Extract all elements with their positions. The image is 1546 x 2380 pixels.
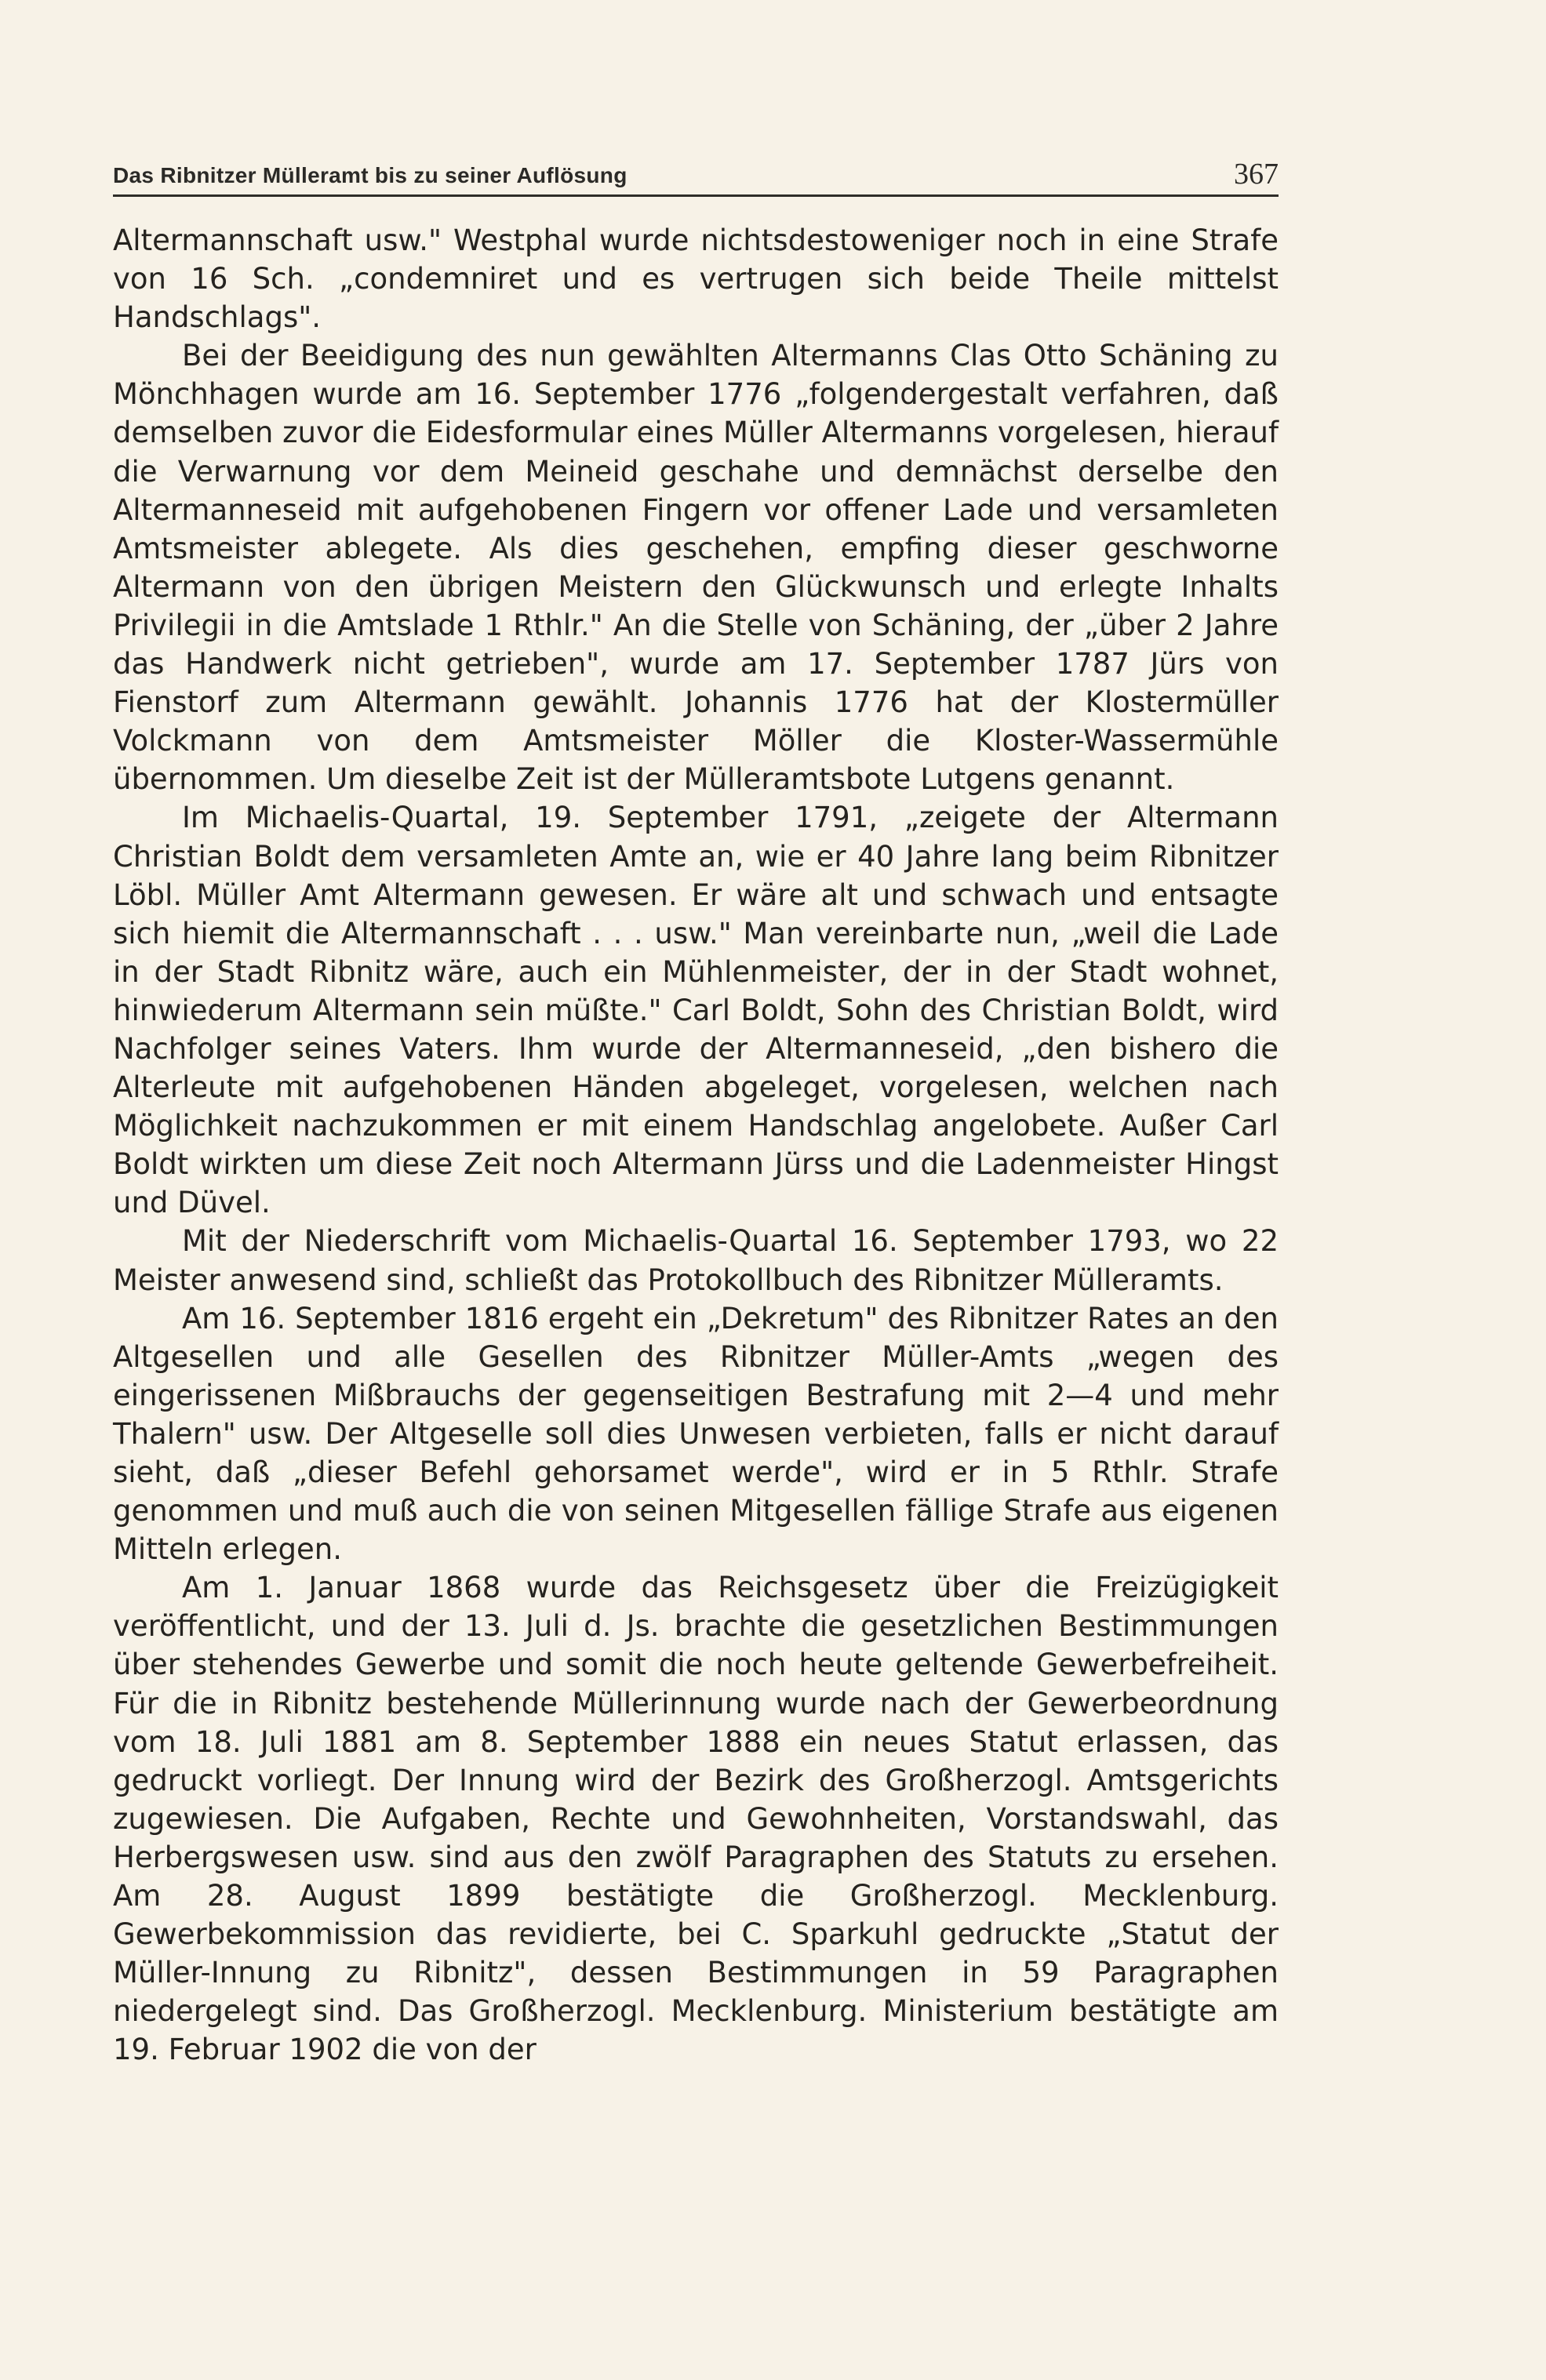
paragraph-2: Bei der Beeidigung des nun gewählten Altermanns Clas Otto Schäning zu Mönchhagen wurde am 16. September 1776 „folgendergestalt verfahren, daß demselben zuvor die Eidesformular eines Müller Altermanns vorgelesen, hierauf die Verwarnung vor dem Meineid geschahe und demnächst derselbe den Altermanneseid mit aufgehobenen Fingern vor offener Lade und versamleten Amtsmeister ablegete. Als dies geschehen, empfing dieser geschworne Altermann von den übrigen Meistern den Glückwunsch und erlegte Inhalts Privilegii in die Amtslade 1 Rthlr." An die Stelle von Schäning, der „über 2 Jahre das Handwerk nicht getrieben", wurde am 17. September 1787 Jürs von Fienstorf zum Altermann gewählt. Johannis 1776 hat der Klostermüller Volckmann von dem Amtsmeister Möller die Kloster-Wassermühle übernommen. Um dieselbe Zeit ist der Mülleramtsbote Lutgens genannt. [113, 339, 1279, 797]
running-header [113, 154, 1279, 193]
paragraph-5: Am 16. September 1816 ergeht ein „Dekretum" des Ribnitzer Rates an den Altgesellen und alle Gesellen des Ribnitzer Müller-Amts „wegen des eingerissenen Mißbrauchs der gegenseitigen Bestrafung mit 2—4 und mehr Thalern" usw. Der Altgeselle soll dies Unwesen verbieten, falls er nicht darauf sieht, daß „dieser Befehl gehorsamet werde", wird er in 5 Rthlr. Strafe genommen und muß auch die von seinen Mitgesellen fällige Strafe aus eigenen Mitteln erlegen. [113, 1301, 1279, 1567]
header-rule [113, 194, 1279, 197]
paragraph-3: Im Michaelis-Quartal, 19. September 1791, „zeigete der Altermann Christian Boldt dem versamleten Amte an, wie er 40 Jahre lang beim Ribnitzer Löbl. Müller Amt Altermann gewesen. Er wäre alt und schwach und entsagte sich hiemit die Altermannschaft . . . usw." Man vereinbarte nun, „weil die Lade in der Stadt Ribnitz wäre, auch ein Mühlenmeister, der in der Stadt wohnet, hinwiederum Altermann sein müßte." Carl Boldt, Sohn des Christian Boldt, wird Nachfolger seines Vaters. Ihm wurde der Altermanneseid, „den bishero die Alterleute mit aufgehobenen Händen abgeleget, vorgelesen, welchen nach Möglichkeit nachzukommen er mit einem Handschlag angelobete. Außer Carl Boldt wirkten um diese Zeit noch Altermann Jürss und die Ladenmeister Hingst und Düvel. [113, 801, 1279, 1220]
page-number: 367 [1234, 158, 1279, 191]
running-title: Das Ribnitzer Mülleramt bis zu seiner Auflösung [113, 163, 627, 187]
paragraph-4: Mit der Niederschrift vom Michaelis-Quartal 16. September 1793, wo 22 Meister anwesend sind, schließt das Protokollbuch des Ribnitzer Mülleramts. [113, 1224, 1279, 1297]
body-text [113, 221, 1279, 2069]
paragraph-6: Am 1. Januar 1868 wurde das Reichsgesetz über die Freizügigkeit veröffentlicht, und der 13. Juli d. Js. brachte die gesetzlichen Bestimmungen über stehendes Gewerbe und somit die noch heute geltende Gewerbefreiheit. Für die in Ribnitz bestehende Müllerinnung wurde nach der Gewerbeordnung vom 18. Juli 1881 am 8. September 1888 ein neues Statut erlassen, das gedruckt vorliegt. Der Innung wird der Bezirk des Großherzogl. Amtsgerichts zugewiesen. Die Aufgaben, Rechte und Gewohnheiten, Vorstandswahl, das Herbergswesen usw. sind aus den zwölf Paragraphen des Statuts zu ersehen. Am 28. August 1899 bestätigte die Großherzogl. Mecklenburg. Gewerbekommission das revidierte, bei C. Sparkuhl gedruckte „Statut der Müller-Innung zu Ribnitz", dessen Bestimmungen in 59 Paragraphen niedergelegt sind. Das Großherzogl. Mecklenburg. Ministerium bestätigte am 19. Februar 1902 die von der [113, 1571, 1279, 2067]
paragraph-1: Altermannschaft usw." Westphal wurde nichtsdestoweniger noch in eine Strafe von 16 Sch. „condemniret und es vertrugen sich beide Theile mittelst Handschlags". [113, 223, 1279, 335]
